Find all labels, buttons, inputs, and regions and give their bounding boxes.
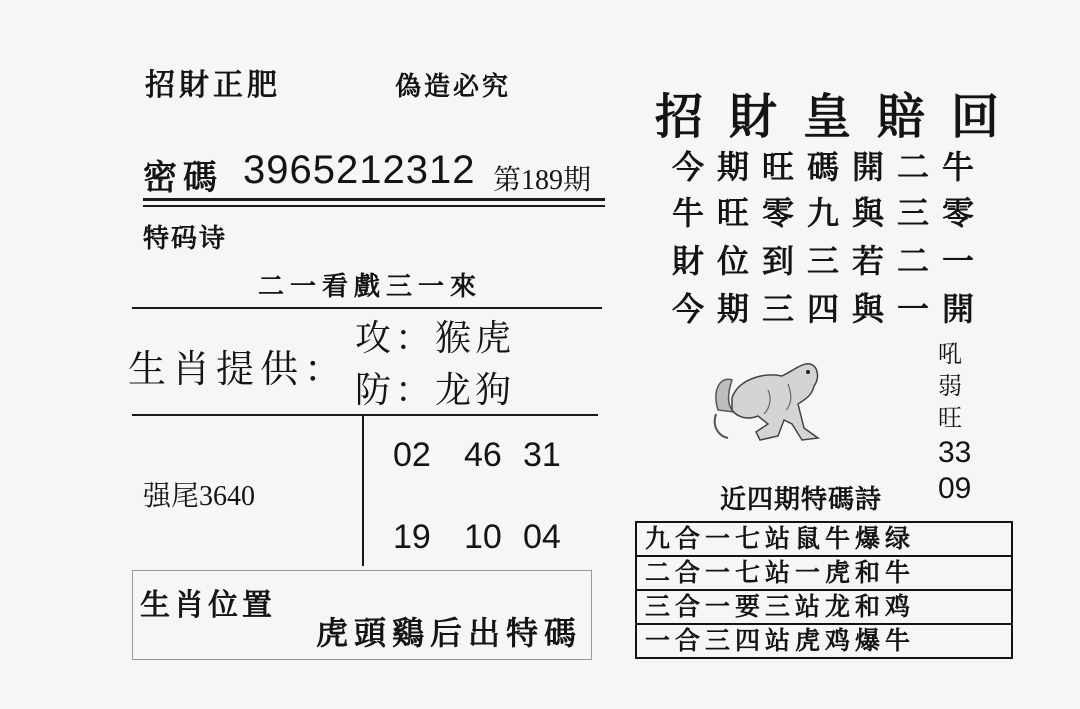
table-row: 九合一七站鼠牛爆绿 — [637, 523, 1011, 557]
code-label: 密碼 — [143, 158, 223, 198]
poem-line: 牛旺零九與三零 — [672, 194, 988, 232]
position-label: 生肖位置 — [140, 588, 276, 623]
monkey-illustration — [708, 350, 834, 446]
defend-zodiac: 防：龙狗 — [355, 370, 516, 411]
number-cell: 31 — [523, 436, 561, 474]
divider-double-top — [143, 198, 605, 201]
four-issue-table — [635, 521, 1013, 659]
number-cell: 04 — [523, 518, 561, 556]
number-cell: 10 — [464, 518, 502, 556]
right-title: 招財皇賠回 — [655, 89, 1026, 145]
table-row: 一合三四站虎鸡爆牛 — [645, 626, 916, 655]
forgery-notice: 偽造必究 — [395, 72, 512, 102]
poem-line: 財位到三若二一 — [672, 242, 988, 280]
table-row: 二合一七站一虎和牛 — [637, 557, 1011, 591]
special-poem: 二一看戲三一來 — [258, 272, 483, 302]
attack-zodiac: 攻：猴虎 — [355, 318, 516, 359]
poem-line: 今期旺碼開二牛 — [672, 148, 988, 186]
divider-zodiac — [132, 414, 598, 416]
number-cell: 02 — [393, 436, 431, 474]
poem-line: 今期三四與一開 — [672, 290, 988, 328]
table-row: 三合一要三站龙和鸡 — [637, 591, 1011, 625]
code-number: 3965212312 — [243, 148, 476, 192]
side-char: 吼 — [938, 340, 962, 368]
strong-tail: 强尾3640 — [143, 481, 256, 512]
side-number: 09 — [938, 472, 972, 505]
divider-poem — [132, 307, 602, 309]
poem-label: 特码诗 — [143, 224, 228, 254]
divider-double-bottom — [143, 205, 605, 207]
side-number: 33 — [938, 436, 972, 469]
four-issue-label: 近四期特碼詩 — [720, 485, 883, 515]
side-char: 旺 — [938, 404, 962, 432]
left-title: 招財正肥 — [145, 68, 281, 103]
number-cell: 19 — [393, 518, 431, 556]
zodiac-label: 生肖提供： — [128, 347, 349, 391]
position-text: 虎頭鷄后出特碼 — [316, 614, 583, 652]
issue-number: 第189期 — [493, 165, 592, 196]
numbers-vertical-divider — [362, 416, 364, 566]
side-char: 弱 — [938, 372, 962, 400]
number-cell: 46 — [464, 436, 502, 474]
